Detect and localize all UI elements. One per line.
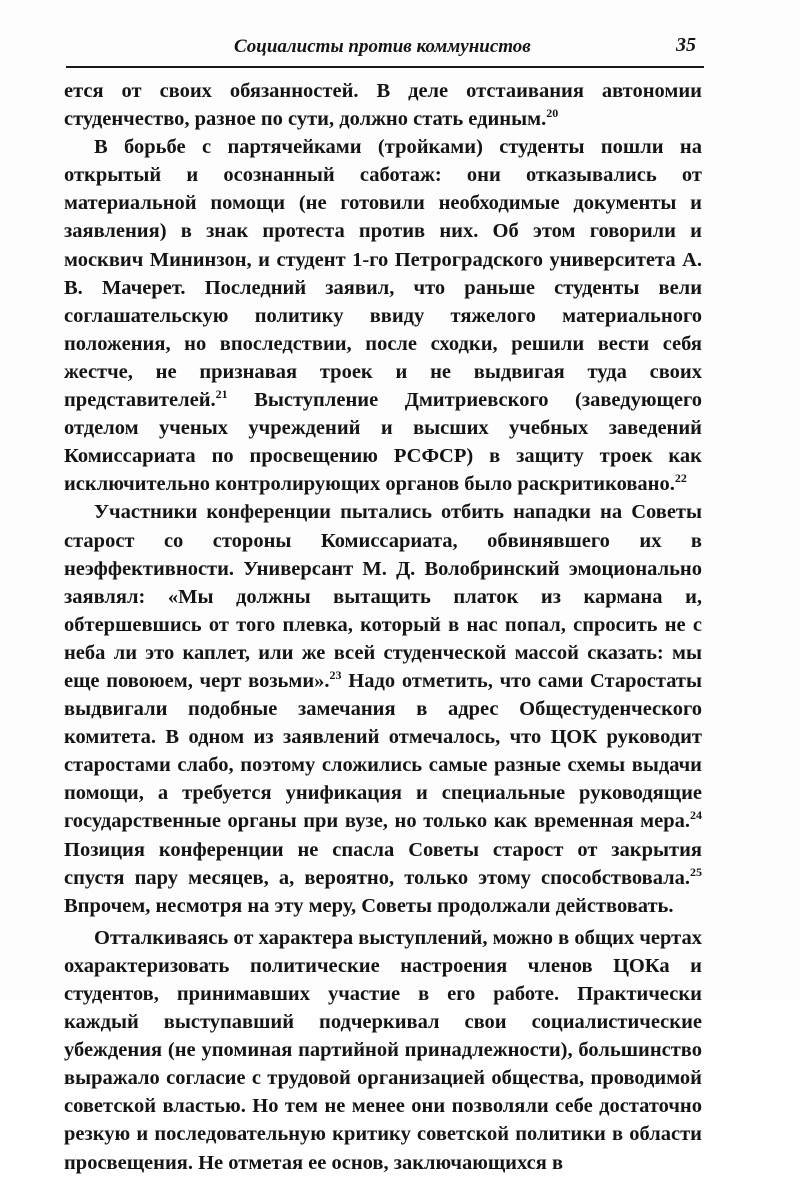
footnote-ref-25: 25 [690, 864, 702, 879]
paragraph-3 [64, 498, 702, 919]
footnote-ref-24: 24 [690, 808, 702, 823]
running-title: Социалисты против коммунистов [234, 36, 531, 57]
page-header [66, 30, 704, 68]
footnote-ref-22: 22 [674, 471, 687, 486]
footnote-ref-20: 20 [546, 106, 559, 121]
paragraph-2 [64, 133, 702, 498]
footnote-ref-23: 23 [329, 667, 342, 682]
page-number: 35 [676, 34, 696, 56]
paragraph-text: Отталкиваясь от характера выступлений, можно в общих чертах охарактеризовать политические настроения членов ЦОКа и студентов, принимавших участие в его работе. Практически каждый выступавший подчеркивал свои социалистические убеждения (не упоминая партийной принадлежности), большинство выражало согласие с трудовой организацией общества, проводимой советской властью. Но тем не менее они позволяли себе достаточно резкую и последовательную критику советской политики в области просвещения. Не отметая ее основ, заключающихся в [64, 926, 702, 1174]
paragraph-text: Надо отметить, что сами Старостаты выдвигали подобные замечания в адрес Общестуденческого комитета. В одном из заявлений отмечалось, что ЦОК руководит старостами слабо, поэтому сложились самые разные схемы выдачи помощи, а требуется унификация и специальные руководящие государственные органы при вузе, но только как временная мера. [64, 669, 702, 833]
paragraph-text: Позиция конференции не спасла Советы старост от закрытия спустя пару месяцев, а, вероятно, только этому способствовала. [64, 838, 702, 889]
paragraph-text: В борьбе с партячейками (тройками) студенты пошли на открытый и осознанный саботаж: они отказывались от материальной помощи (не готовили необходимые документы и заявления) в знак протеста против них. Об этом говорили и москвич Мининзон, и студент 1-го Петроградского университета А. В. Мачерет. Последний заявил, что раньше студенты вели соглашательскую политику ввиду тяжелого материального положения, но впоследствии, после сходки, решили вести себя жестче, не признавая троек и не выдвигая туда своих представителей. [64, 136, 702, 412]
paragraph-text: Выступление Дмитриевского (заведующего отделом ученых учреждений и высших учебных заведений Комиссариата по просвещению РСФСР) в защиту троек как исключительно контролирующих органов было раскритиковано. [64, 389, 702, 496]
body-text [64, 77, 702, 1177]
paragraph-1 [64, 77, 702, 133]
paragraph-text: ется от своих обязанностей. В деле отстаивания автономии студенчество, разное по сути, должно стать единым. [64, 80, 702, 131]
paragraph-text: Участники конференции пытались отбить нападки на Советы старост со стороны Комиссариата, обвинявшего их в неэффективности. Универсант М. Д. Волобринский эмоционально заявлял: «Мы должны вытащить платок из кармана и, обтершевшись от того плевка, который в нас попал, спросить не с неба ли это каплет, или же всей студенческой массой сказать: мы еще повоюем, черт возьми». [64, 501, 702, 692]
footnote-ref-21: 21 [215, 387, 228, 402]
paragraph-text: Впрочем, несмотря на эту меру, Советы продолжали действовать. [64, 894, 674, 917]
paragraph-4 [64, 924, 702, 1177]
